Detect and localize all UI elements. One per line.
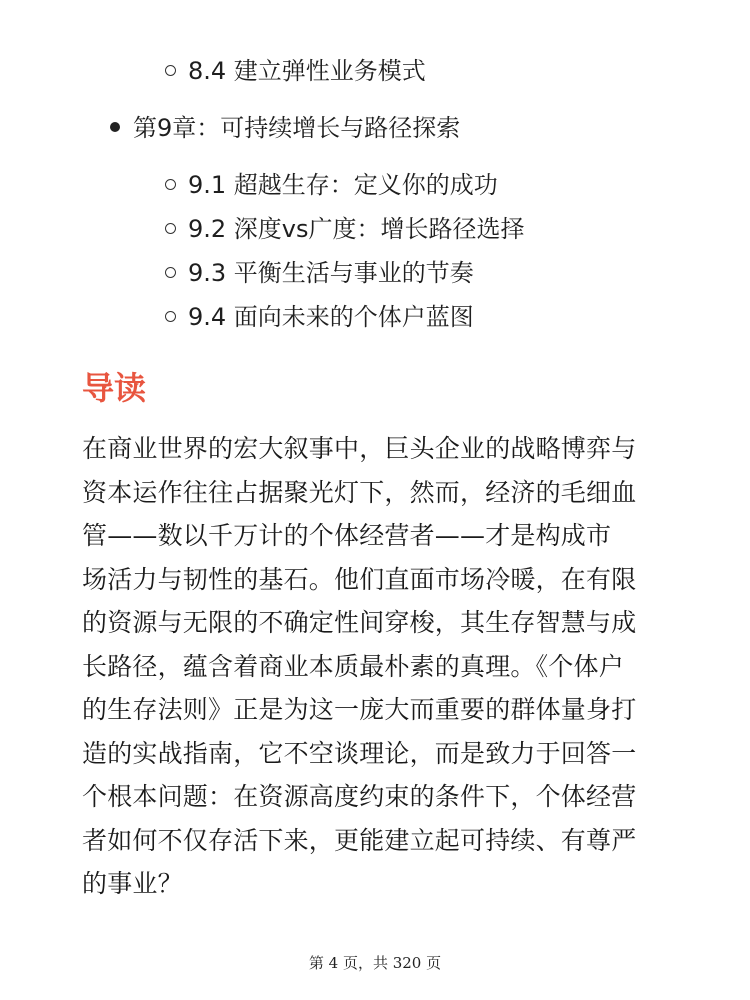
hollow-bullet-icon [165, 311, 176, 322]
toc-item-9-2[interactable] [165, 214, 525, 244]
section-heading: 导读 [82, 369, 147, 407]
toc-item-9-1[interactable] [165, 170, 498, 200]
toc-item-8-4[interactable] [165, 56, 426, 86]
paragraph-line: 造的实战指南，它不空谈理论，而是致力于回答一 [82, 738, 637, 768]
paragraph-line: 个根本问题：在资源高度约束的条件下，个体经营 [82, 782, 637, 811]
toc-item-label: 8.4 建立弹性业务模式 [188, 57, 426, 85]
hollow-bullet-icon [165, 179, 176, 190]
paragraph-line: 资本运作往往占据聚光灯下，然而，经济的毛细血 [82, 477, 637, 507]
paragraph-line: 场活力与韧性的基石。他们直面市场冷暖，在有限 [82, 564, 637, 594]
paragraph-line: 者如何不仅存活下来，更能建立起可持续、有尊严 [82, 825, 637, 855]
paragraph-line: 管——数以千万计的个体经营者——才是构成市 [82, 521, 612, 550]
toc-item-label: 9.3 平衡生活与事业的节奏 [188, 259, 474, 287]
toc-item-label: 9.4 面向未来的个体户蓝图 [188, 303, 474, 331]
hollow-bullet-icon [165, 65, 176, 76]
toc-item-9-3[interactable] [165, 258, 474, 288]
toc-item-9-4[interactable] [165, 302, 474, 332]
page-number-footer: 第 4 页，共 320 页 [308, 954, 442, 972]
section-paragraph [82, 427, 722, 906]
toc-chapter-label: 第9章：可持续增长与路径探索 [133, 114, 461, 142]
toc-item-label: 9.2 深度vs广度：增长路径选择 [188, 215, 525, 243]
paragraph-line: 的生存法则》正是为这一庞大而重要的群体量身打 [82, 695, 637, 724]
paragraph-line: 的资源与无限的不确定性间穿梭，其生存智慧与成 [82, 608, 637, 637]
toc-item-label: 9.1 超越生存：定义你的成功 [188, 171, 498, 199]
paragraph-line: 长路径，蕴含着商业本质最朴素的真理。《个体户 [82, 651, 624, 681]
hollow-bullet-icon [165, 223, 176, 234]
toc-chapter-9[interactable] [110, 113, 460, 143]
paragraph-line: 的事业？ [82, 869, 183, 898]
hollow-bullet-icon [165, 267, 176, 278]
filled-bullet-icon [110, 122, 120, 132]
paragraph-line: 在商业世界的宏大叙事中，巨头企业的战略博弈与 [82, 434, 637, 463]
